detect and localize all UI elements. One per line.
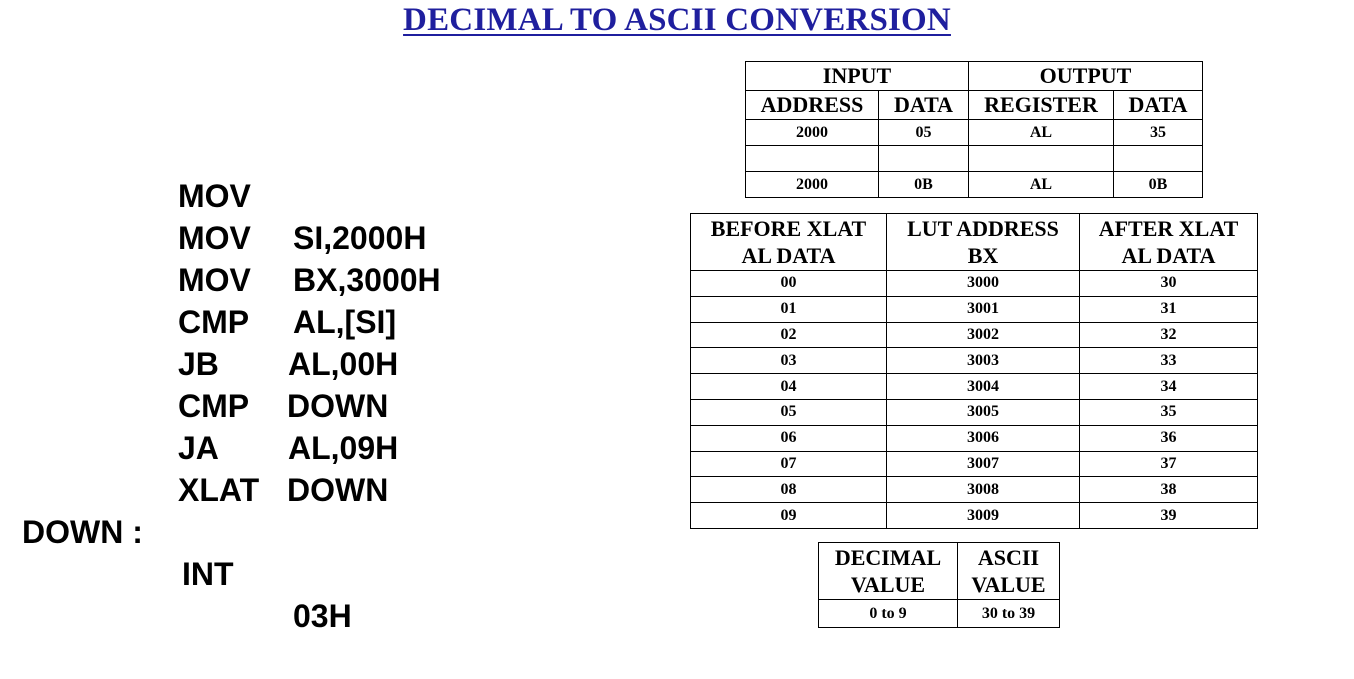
table-cell: 04	[691, 374, 887, 400]
table-cell: 35	[1114, 120, 1203, 146]
table-row	[691, 348, 1258, 374]
table-row	[691, 451, 1258, 477]
table-cell: 08	[691, 477, 887, 503]
header-line: AL DATA	[741, 243, 836, 268]
table-cell: 32	[1080, 322, 1258, 348]
table-cell: 3002	[887, 322, 1080, 348]
header-line: VALUE	[971, 572, 1046, 597]
header-line: ASCII	[977, 545, 1040, 570]
table-row	[691, 296, 1258, 322]
column-header	[819, 543, 958, 600]
table-cell: 3004	[887, 374, 1080, 400]
table-cell: 3006	[887, 425, 1080, 451]
table-cell: 3008	[887, 477, 1080, 503]
header-line: BX	[967, 243, 999, 268]
table-cell: 2000	[746, 120, 879, 146]
column-header	[1080, 214, 1258, 271]
table-row	[746, 172, 1203, 198]
code-opcode: XLAT	[178, 472, 260, 508]
table-cell	[746, 146, 879, 172]
table-cell: 38	[1080, 477, 1258, 503]
decimal-ascii-table	[818, 542, 1060, 628]
code-opcode: MOV	[178, 178, 251, 214]
code-operand: BX,3000H	[293, 262, 441, 298]
table-cell: 37	[1080, 451, 1258, 477]
code-label: DOWN :	[22, 514, 143, 550]
table-cell: AL	[969, 172, 1114, 198]
code-opcode: INT	[182, 556, 234, 592]
table-cell: 05	[879, 120, 969, 146]
code-opcode: CMP	[178, 388, 250, 424]
header-line: BEFORE XLAT	[710, 216, 867, 241]
code-opcode: JB	[178, 346, 219, 382]
table-cell: 30 to 39	[958, 600, 1060, 628]
column-header	[691, 214, 887, 271]
table-cell: 09	[691, 503, 887, 529]
table-row	[691, 322, 1258, 348]
column-header: DATA	[879, 91, 969, 120]
table-row	[746, 146, 1203, 172]
column-header	[958, 543, 1060, 600]
table-cell	[879, 146, 969, 172]
table-cell: 0 to 9	[819, 600, 958, 628]
table-cell: 39	[1080, 503, 1258, 529]
code-opcode: MOV	[178, 220, 251, 256]
table-cell: 3000	[887, 271, 1080, 297]
code-opcode: CMP	[178, 304, 250, 340]
table-cell	[1114, 146, 1203, 172]
table-row	[691, 477, 1258, 503]
table-cell: AL	[969, 120, 1114, 146]
table-cell: 3003	[887, 348, 1080, 374]
table-cell: 33	[1080, 348, 1258, 374]
table-cell: 31	[1080, 296, 1258, 322]
table-row	[746, 120, 1203, 146]
table-cell: 05	[691, 399, 887, 425]
table-cell: 34	[1080, 374, 1258, 400]
header-line: AL DATA	[1121, 243, 1216, 268]
code-opcode: MOV	[178, 262, 251, 298]
code-line	[0, 469, 520, 634]
column-header: REGISTER	[969, 91, 1114, 120]
table-cell: 30	[1080, 271, 1258, 297]
code-operand: AL,09H	[288, 430, 399, 466]
code-line	[0, 133, 520, 256]
column-header: ADDRESS	[746, 91, 879, 120]
table-row	[691, 271, 1258, 297]
lookup-table	[690, 213, 1258, 529]
page-title: DECIMAL TO ASCII CONVERSION	[403, 2, 951, 38]
code-operand: 03H	[293, 598, 352, 634]
table-row	[691, 425, 1258, 451]
input-group-header: INPUT	[746, 62, 969, 91]
table-row	[691, 503, 1258, 529]
code-operand: SI,2000H	[293, 220, 427, 256]
table-cell: 3001	[887, 296, 1080, 322]
table-cell: 00	[691, 271, 887, 297]
table-row	[691, 374, 1258, 400]
code-operand: DOWN	[287, 472, 389, 508]
header-line: LUT ADDRESS	[907, 216, 1059, 241]
header-line: VALUE	[850, 572, 926, 597]
header-line: DECIMAL	[834, 545, 942, 570]
code-operand: AL,[SI]	[293, 304, 397, 340]
table-cell: 2000	[746, 172, 879, 198]
table-cell: 07	[691, 451, 887, 477]
output-group-header: OUTPUT	[969, 62, 1203, 91]
table-cell: 06	[691, 425, 887, 451]
column-header: DATA	[1114, 91, 1203, 120]
table-cell: 0B	[879, 172, 969, 198]
table-row	[819, 600, 1060, 628]
table-cell: 0B	[1114, 172, 1203, 198]
table-cell	[969, 146, 1114, 172]
table-cell: 3005	[887, 399, 1080, 425]
code-opcode: JA	[178, 430, 219, 466]
table-cell: 03	[691, 348, 887, 374]
code-operand: AL,00H	[288, 346, 399, 382]
table-cell: 02	[691, 322, 887, 348]
code-listing	[0, 133, 520, 634]
table-cell: 35	[1080, 399, 1258, 425]
table-cell: 3007	[887, 451, 1080, 477]
table-cell: 36	[1080, 425, 1258, 451]
table-cell: 3009	[887, 503, 1080, 529]
table-cell: 01	[691, 296, 887, 322]
column-header	[887, 214, 1080, 271]
code-operand: DOWN	[287, 388, 389, 424]
table-row	[691, 399, 1258, 425]
header-line: AFTER XLAT	[1098, 216, 1239, 241]
input-output-table	[745, 61, 1203, 198]
